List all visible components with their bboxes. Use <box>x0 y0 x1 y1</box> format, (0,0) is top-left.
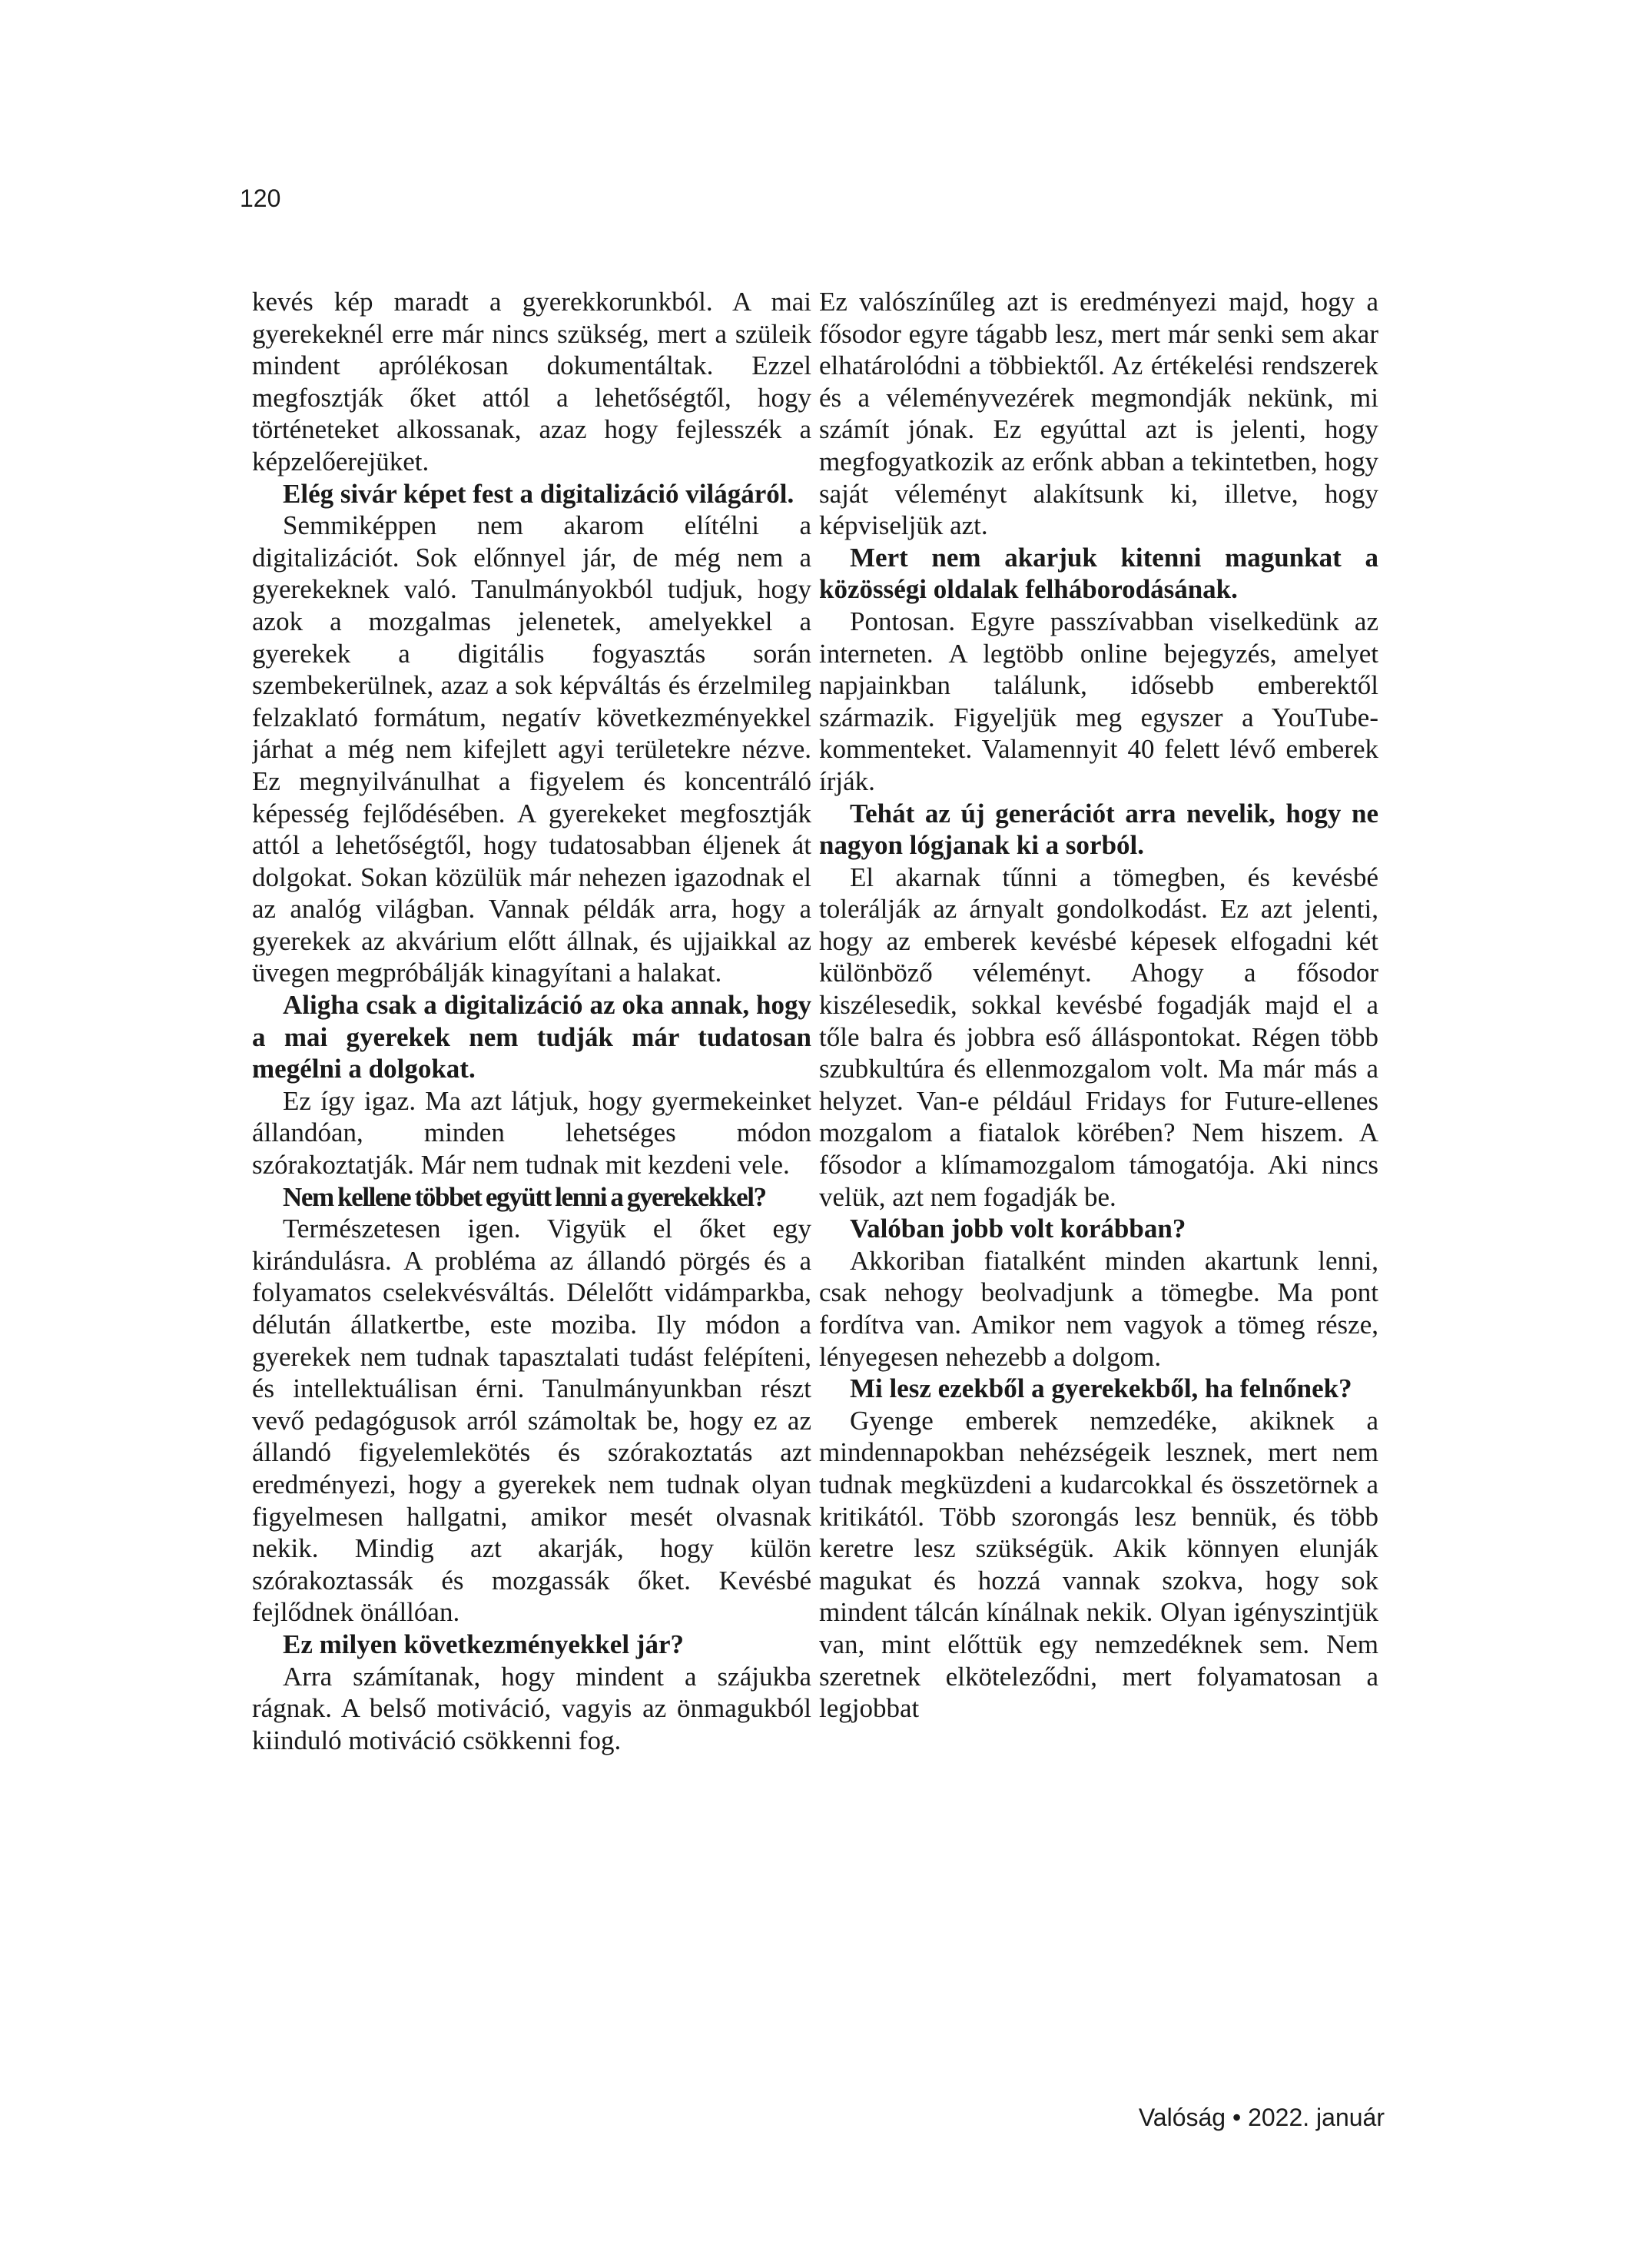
interview-answer: Akkoriban fiatalként minden akartunk lenni, csak nehogy beolvadjunk a tömegbe. Ma pont fordítva van. Amikor nem vagyok a tömeg része, lényegesen nehezebb a dolgom. <box>819 1245 1378 1372</box>
interview-answer: Gyenge emberek nemzedéke, akiknek a mindennapokban nehézségeik lesznek, mert nem tudnak megküzdeni a kudarcokkal és összetörnek a kritikától. Több szorongás lesz bennük, és több keretre lesz szükségük. Akik könnyen elunják magukat és hozzá vannak szokva, hogy sok mindent tálcán kínálnak nekik. Olyan igényszintjük van, mint előttük egy nemzedéknek sem. Nem szeretnek elköteleződni, mert folyamatosan a legjobbat <box>819 1405 1378 1724</box>
interview-answer: Semmiképpen nem akarom elítélni a digitalizációt. Sok előnnyel jár, de még nem a gyerekeknek való. Tanulmányokból tudjuk, hogy azok a mozgalmas jelenetek, amelyekkel a gyerekek a digitális fogyasztás során szembekerülnek, azaz a sok képváltás és érzelmileg felzaklató formátum, negatív következményekkel járhat a még nem kifejlett agyi területekre nézve. Ez megnyilvánulhat a figyelem és koncentráló képesség fejlődésében. A gyerekeket megfosztják attól a lehetőségtől, hogy tudatosabban éljenek át dolgokat. Sokan közülük már nehezen igazodnak el az analóg világban. Vannak példák arra, hogy a gyerekek az akvárium előtt állnak, és ujjaikkal az üvegen megpróbálják kinagyítani a halakat. <box>252 510 811 988</box>
interview-question: Mi lesz ezekből a gyerekekből, ha felnőnek? <box>850 1373 1352 1404</box>
interview-question: Aligha csak a digitalizáció az oka annak, hogy a mai gyerekek nem tudják már tudatosan megélni a dolgokat. <box>252 990 811 1084</box>
page-number: 120 <box>240 184 281 212</box>
interview-question: Valóban jobb volt korábban? <box>850 1214 1186 1244</box>
interview-question: Elég sivár képet fest a digitalizáció világáról. <box>283 478 794 509</box>
page-footer: Valóság • 2022. január <box>1138 2104 1385 2131</box>
right-column <box>819 286 1378 2046</box>
paragraph-continuation: kevés kép maradt a gyerekkorunkból. A mai gyerekeknél erre már nincs szükség, mert a szüleik mindent aprólékosan dokumentáltak. Ezzel megfosztják őket attól a lehetőségtől, hogy történeteket alkossanak, azaz hogy fejlesszék a képzelőerejüket. <box>252 287 811 477</box>
interview-question: Nem kellene többet együtt lenni a gyerekekkel? <box>283 1181 766 1212</box>
interview-answer: El akarnak tűnni a tömegben, és kevésbé tolerálják az árnyalt gondolkodást. Ez azt jelenti, hogy az emberek kevésbé képesek elfogadni két különböző véleményt. Ahogy a fősodor kiszélesedik, sokkal kevésbé fogadják majd el a tőle balra és jobbra eső álláspontokat. Régen több szubkultúra és ellenmozgalom volt. Ma már más a helyzet. Van-e például Fridays for Future-ellenes mozgalom a fiatalok körében? Nem hiszem. A fősodor a klímamozgalom támogatója. Aki nincs velük, azt nem fogadják be. <box>819 862 1378 1212</box>
interview-answer: Pontosan. Egyre passzívabban viselkedünk az interneten. A legtöbb online bejegyzés, amelyet napjainkban találunk, idősebb emberektől származik. Figyeljük meg egyszer a YouTube-kommenteket. Valamennyit 40 felett lévő emberek írják. <box>819 606 1378 796</box>
paragraph-continuation: Ez valószínűleg azt is eredményezi majd, hogy a fősodor egyre tágabb lesz, mert már senki sem akar elhatárolódni a többiektől. Az értékelési rendszerek és a véleményvezérek megmondják nekünk, mi számít jónak. Ez egyúttal azt is jelenti, hogy megfogyatkozik az erőnk abban a tekintetben, hogy saját véleményt alakítsunk ki, illetve, hogy képviseljük azt. <box>819 287 1378 541</box>
interview-answer: Arra számítanak, hogy mindent a szájukba rágnak. A belső motiváció, vagyis az önmagukból kiinduló motiváció csökkenni fog. <box>252 1661 811 1755</box>
interview-question: Tehát az új generációt arra nevelik, hogy ne nagyon lógjanak ki a sorból. <box>819 798 1378 861</box>
interview-question: Ez milyen következményekkel jár? <box>283 1629 684 1659</box>
interview-answer: Ez így igaz. Ma azt látjuk, hogy gyermekeinket állandóan, minden lehetséges módon szórakoztatják. Már nem tudnak mit kezdeni vele. <box>252 1085 811 1180</box>
left-column <box>252 286 811 2046</box>
interview-answer: Természetesen igen. Vigyük el őket egy kirándulásra. A probléma az állandó pörgés és a folyamatos cselekvésváltás. Délelőtt vidámparkba, délután állatkertbe, este moziba. Ily módon a gyerekek nem tudnak tapasztalati tudást felépíteni, és intellektuálisan érni. Tanulmányunkban részt vevő pedagógusok arról számoltak be, hogy ez az állandó figyelemlekötés és szórakoztatás azt eredményezi, hogy a gyerekek nem tudnak olyan figyelmesen hallgatni, amikor mesét olvasnak nekik. Mindig azt akarják, hogy külön szórakoztassák és mozgassák őket. Kevésbé fejlődnek önállóan. <box>252 1214 811 1628</box>
interview-question: Mert nem akarjuk kitenni magunkat a közösségi oldalak felháborodásának. <box>819 542 1378 605</box>
